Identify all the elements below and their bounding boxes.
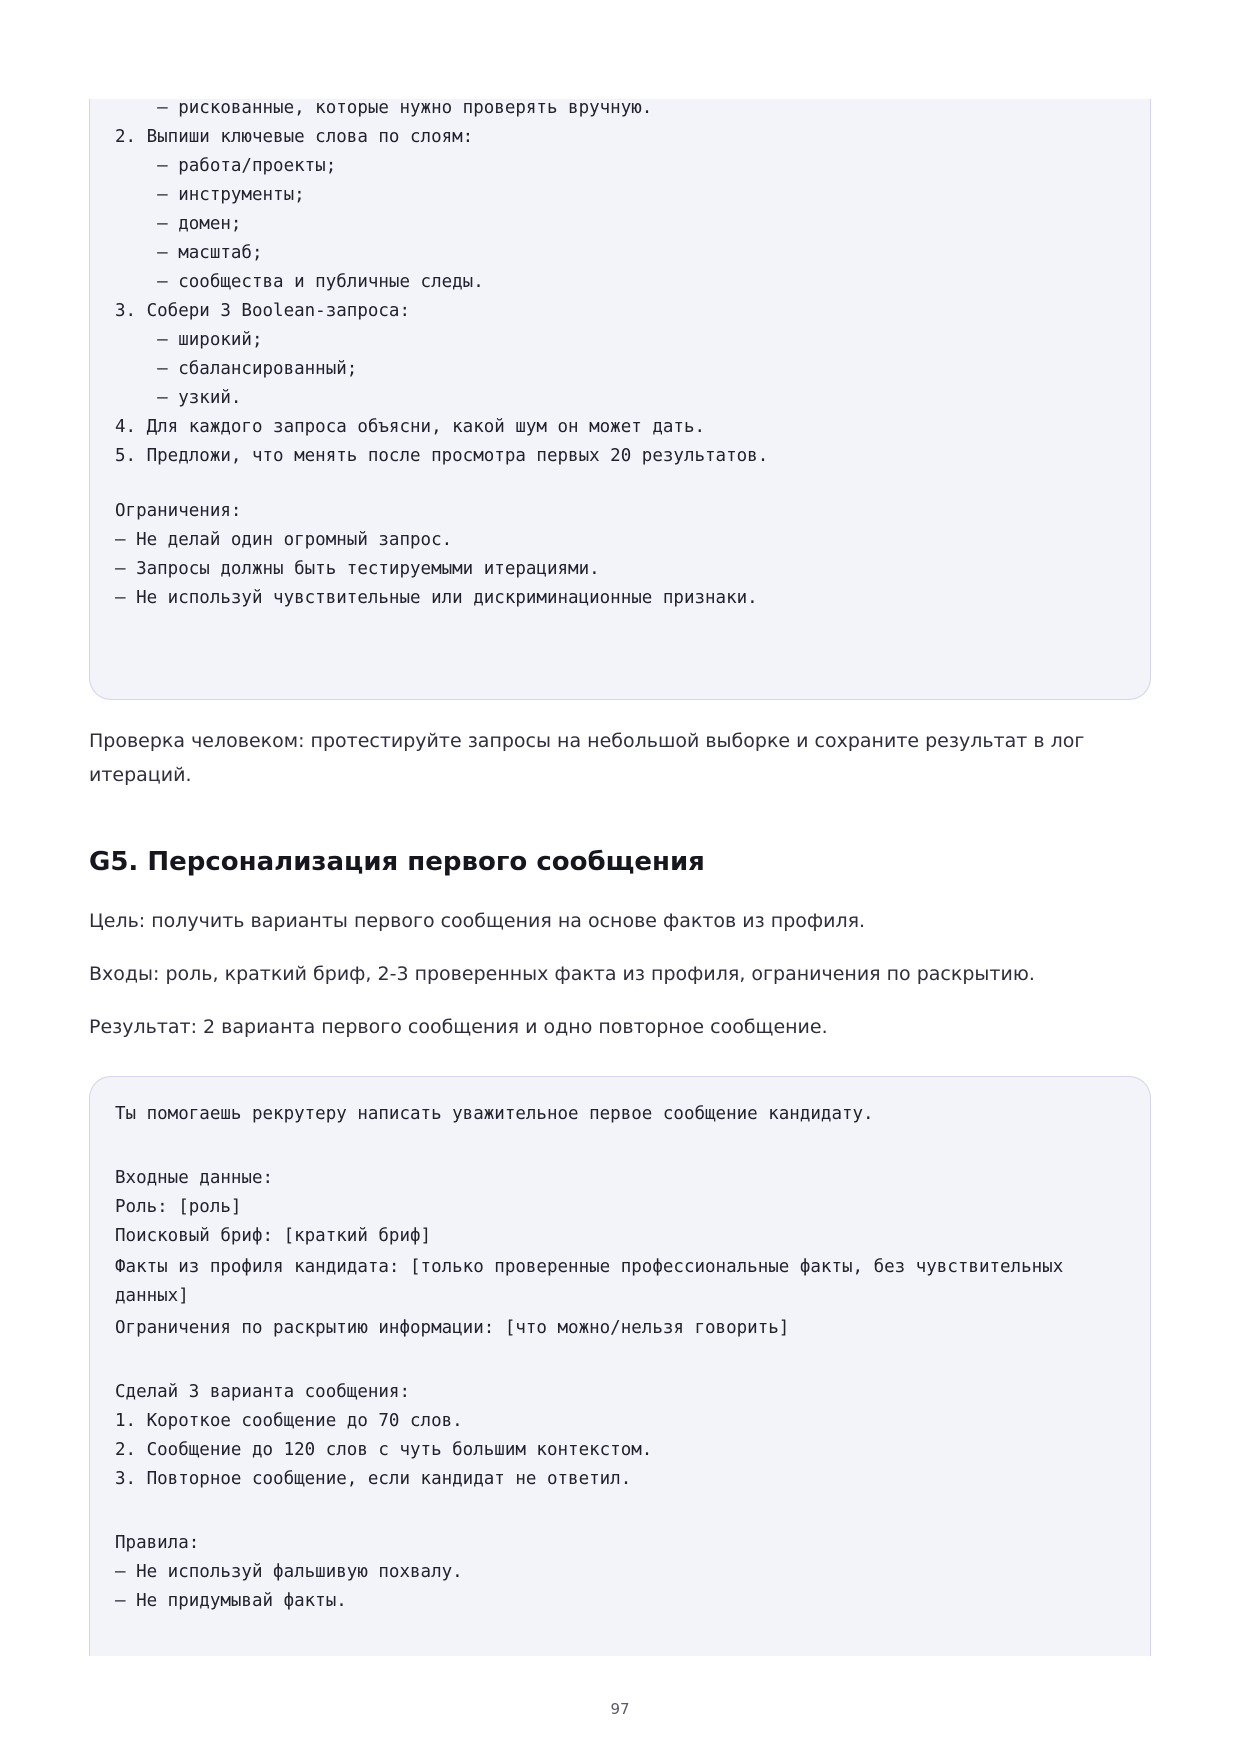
code-line: Поисковый бриф: [краткий бриф] xyxy=(115,1226,432,1246)
code-line: Ограничения: xyxy=(115,501,242,521)
code-line: – работа/проекты; xyxy=(115,156,337,176)
code-line: – масштаб; xyxy=(115,243,263,263)
code-line: – Запросы должны быть тестируемыми итерациями. xyxy=(115,559,600,579)
code-line: 4. Для каждого запроса объясни, какой шум он может дать. xyxy=(115,417,706,437)
code-line: – Не используй чувствительные или дискриминационные признаки. xyxy=(115,588,758,608)
section-goal: Цель: получить варианты первого сообщения на основе фактов из профиля. xyxy=(89,910,866,932)
code-line: – Не делай один огромный запрос. xyxy=(115,530,453,550)
code-line: – Не используй фальшивую похвалу. xyxy=(115,1562,463,1582)
code-line: Ограничения по раскрытию информации: [что можно/нельзя говорить] xyxy=(115,1318,790,1338)
code-line: Факты из профиля кандидата: [только проверенные профессиональные факты, без чувствительных данных] xyxy=(115,1257,1074,1306)
human-check-note: Проверка человеком: протестируйте запросы на небольшой выборке и сохраните результат в лог итераций. xyxy=(89,730,1085,786)
code-line: 1. Короткое сообщение до 70 слов. xyxy=(115,1411,463,1431)
prompt-code-block-1 xyxy=(89,99,1151,700)
code-line: – Не придумывай факты. xyxy=(115,1591,347,1611)
code-line: 5. Предложи, что менять после просмотра первых 20 результатов. xyxy=(115,446,769,466)
code-line: 3. Собери 3 Boolean-запроса: xyxy=(115,301,411,321)
code-line: – узкий. xyxy=(115,388,242,408)
code-line: 2. Выпиши ключевые слова по слоям: xyxy=(115,127,474,147)
page-number: 97 xyxy=(610,1700,630,1718)
code-line: 2. Сообщение до 120 слов с чуть большим контекстом. xyxy=(115,1440,653,1460)
code-line: Роль: [роль] xyxy=(115,1197,242,1217)
code-line: – широкий; xyxy=(115,330,263,350)
code-line: – сбалансированный; xyxy=(115,359,358,379)
code-line: – сообщества и публичные следы. xyxy=(115,272,484,292)
code-line: Правила: xyxy=(115,1533,200,1553)
code-line: – домен; xyxy=(115,214,242,234)
code-line: Сделай 3 варианта сообщения: xyxy=(115,1382,411,1402)
code-line: 3. Повторное сообщение, если кандидат не ответил. xyxy=(115,1469,632,1489)
code-line: Входные данные: xyxy=(115,1168,274,1188)
code-line: – рискованные, которые нужно проверять вручную. xyxy=(115,98,653,118)
section-title: G5. Персонализация первого сообщения xyxy=(89,847,705,877)
code-line: Ты помогаешь рекрутеру написать уважительное первое сообщение кандидату. xyxy=(115,1104,874,1124)
code-line: – инструменты; xyxy=(115,185,305,205)
section-result: Результат: 2 варианта первого сообщения и одно повторное сообщение. xyxy=(89,1016,828,1038)
prompt-code-block-2 xyxy=(89,1076,1151,1656)
section-inputs: Входы: роль, краткий бриф, 2-3 проверенных факта из профиля, ограничения по раскрытию. xyxy=(89,963,1035,985)
